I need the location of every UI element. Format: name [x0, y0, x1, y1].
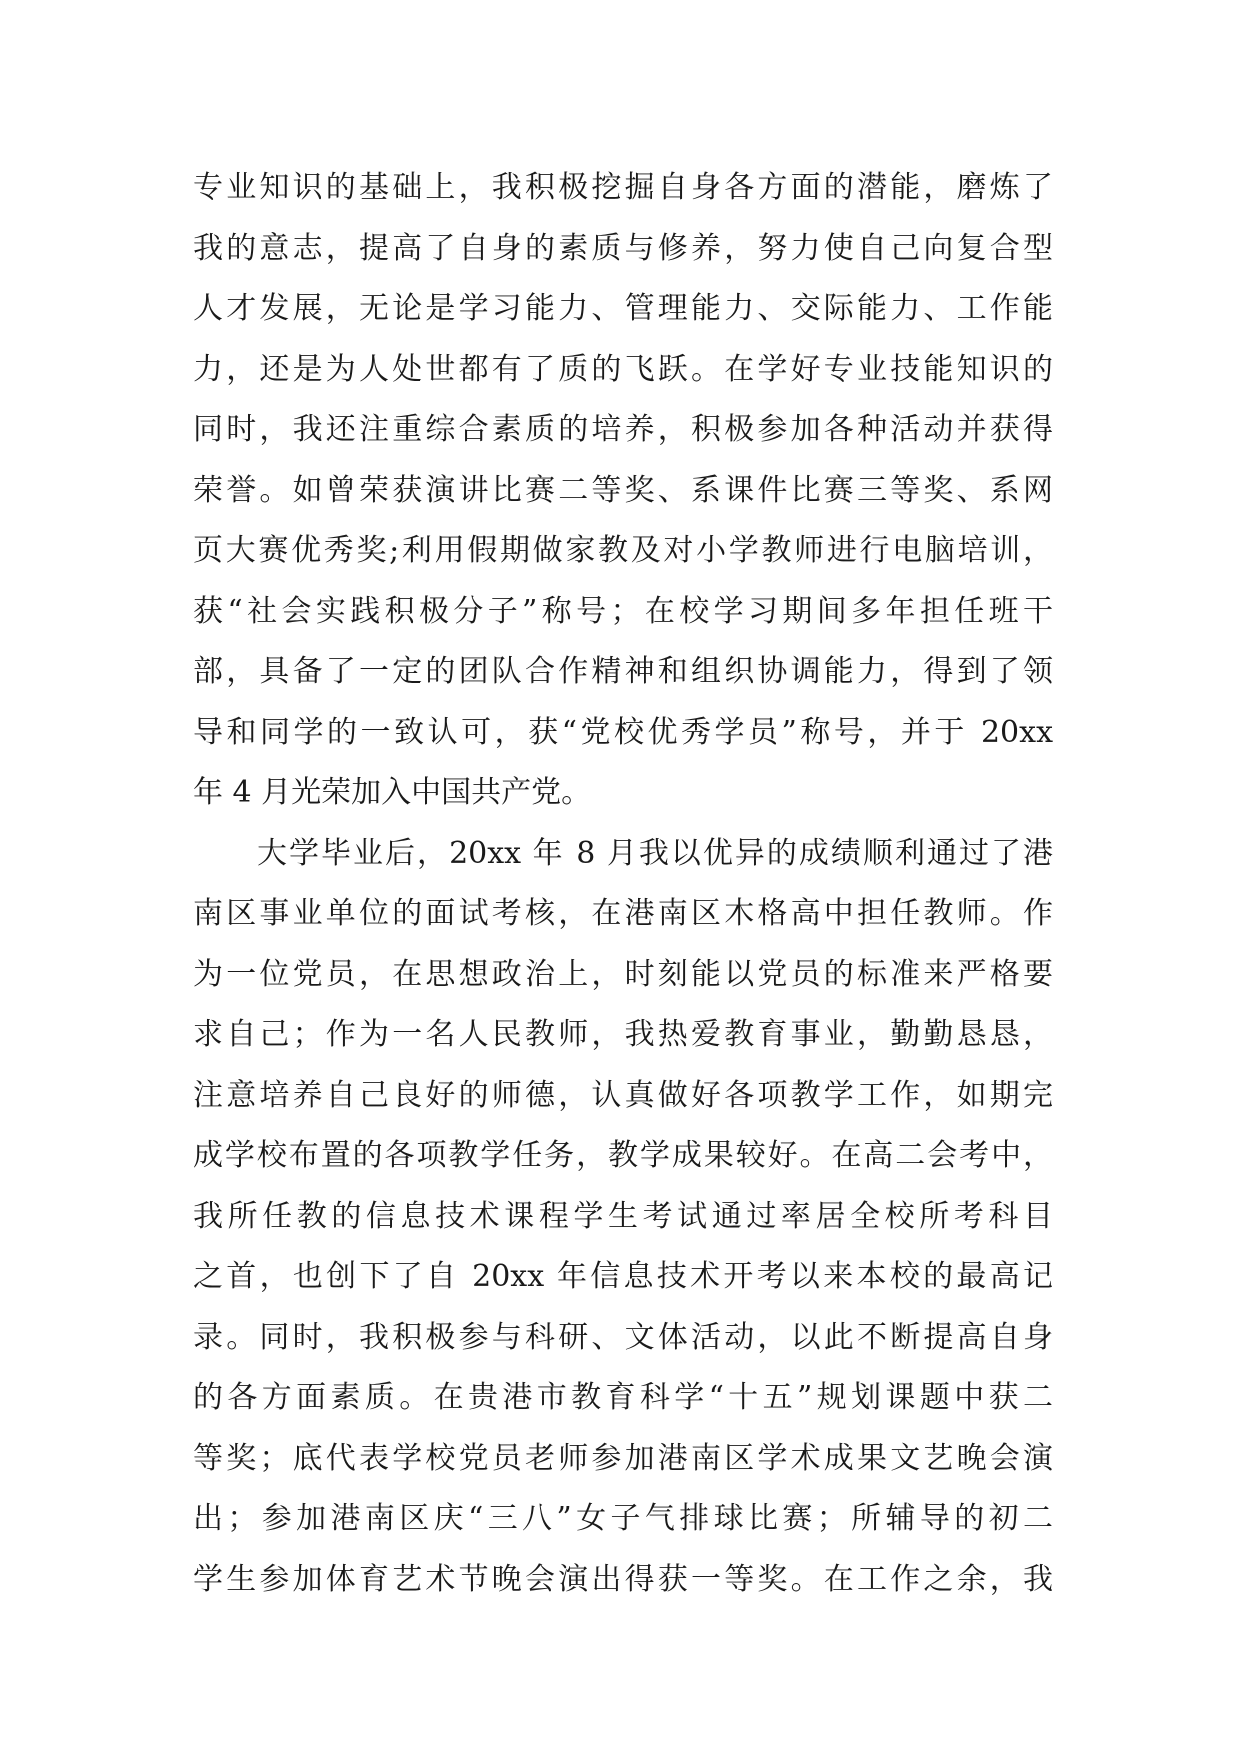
text-line: 荣誉。如曾荣获演讲比赛二等奖、系课件比赛三等奖、系网 [193, 472, 1053, 508]
text-line: 等奖；底代表学校党员老师参加港南区学术成果文艺晚会演 [193, 1440, 1053, 1476]
text-line: 导和同学的一致认可，获“党校优秀学员”称号，并于 20xx [193, 714, 1053, 750]
text-line: 部，具备了一定的团队合作精神和组织协调能力，得到了领 [193, 654, 1053, 689]
text-line: 录。同时，我积极参与科研、文体活动，以此不断提高自身 [193, 1319, 1053, 1355]
text-line: 力，还是为人处世都有了质的飞跃。在学好专业技能知识的 [193, 351, 1053, 387]
text-line: 同时，我还注重综合素质的培养，积极参加各种活动并获得 [193, 412, 1053, 447]
text-line: 学生参加体育艺术节晚会演出得获一等奖。在工作之余，我 [193, 1561, 1053, 1597]
text-line: 求自己；作为一名人民教师，我热爱教育事业，勤勤恳恳， [193, 1017, 1053, 1052]
text-line: 我的意志，提高了自身的素质与修养，努力使自己向复合型 [193, 230, 1053, 266]
text-line: 成学校布置的各项教学任务，教学成果较好。在高二会考中， [193, 1138, 1053, 1173]
text-line: 人才发展，无论是学习能力、管理能力、交际能力、工作能 [193, 291, 1053, 326]
text-line: 大学毕业后，20xx 年 8 月我以优异的成绩顺利通过了港 [257, 835, 1053, 871]
text-line: 为一位党员，在思想政治上，时刻能以党员的标准来严格要 [193, 956, 1053, 992]
text-line: 页大赛优秀奖;利用假期做家教及对小学教师进行电脑培训， [193, 533, 1053, 568]
text-line: 我所任教的信息技术课程学生考试通过率居全校所考科目 [193, 1198, 1053, 1234]
text-line: 注意培养自己良好的师德，认真做好各项教学工作，如期完 [193, 1077, 1053, 1113]
text-line: 之首，也创下了自 20xx 年信息技术开考以来本校的最高记 [193, 1259, 1053, 1294]
text-line: 获“社会实践积极分子”称号；在校学习期间多年担任班干 [193, 593, 1053, 629]
text-line: 专业知识的基础上，我积极挖掘自身各方面的潜能，磨炼了 [193, 170, 1053, 205]
text-line: 的各方面素质。在贵港市教育科学“十五”规划课题中获二 [193, 1380, 1053, 1415]
text-line: 年 4 月光荣加入中国共产党。 [193, 775, 592, 810]
body-text [193, 158, 1053, 1610]
text-line: 出；参加港南区庆“三八”女子气排球比赛；所辅导的初二 [193, 1501, 1053, 1536]
text-line: 南区事业单位的面试考核，在港南区木格高中担任教师。作 [193, 896, 1053, 931]
